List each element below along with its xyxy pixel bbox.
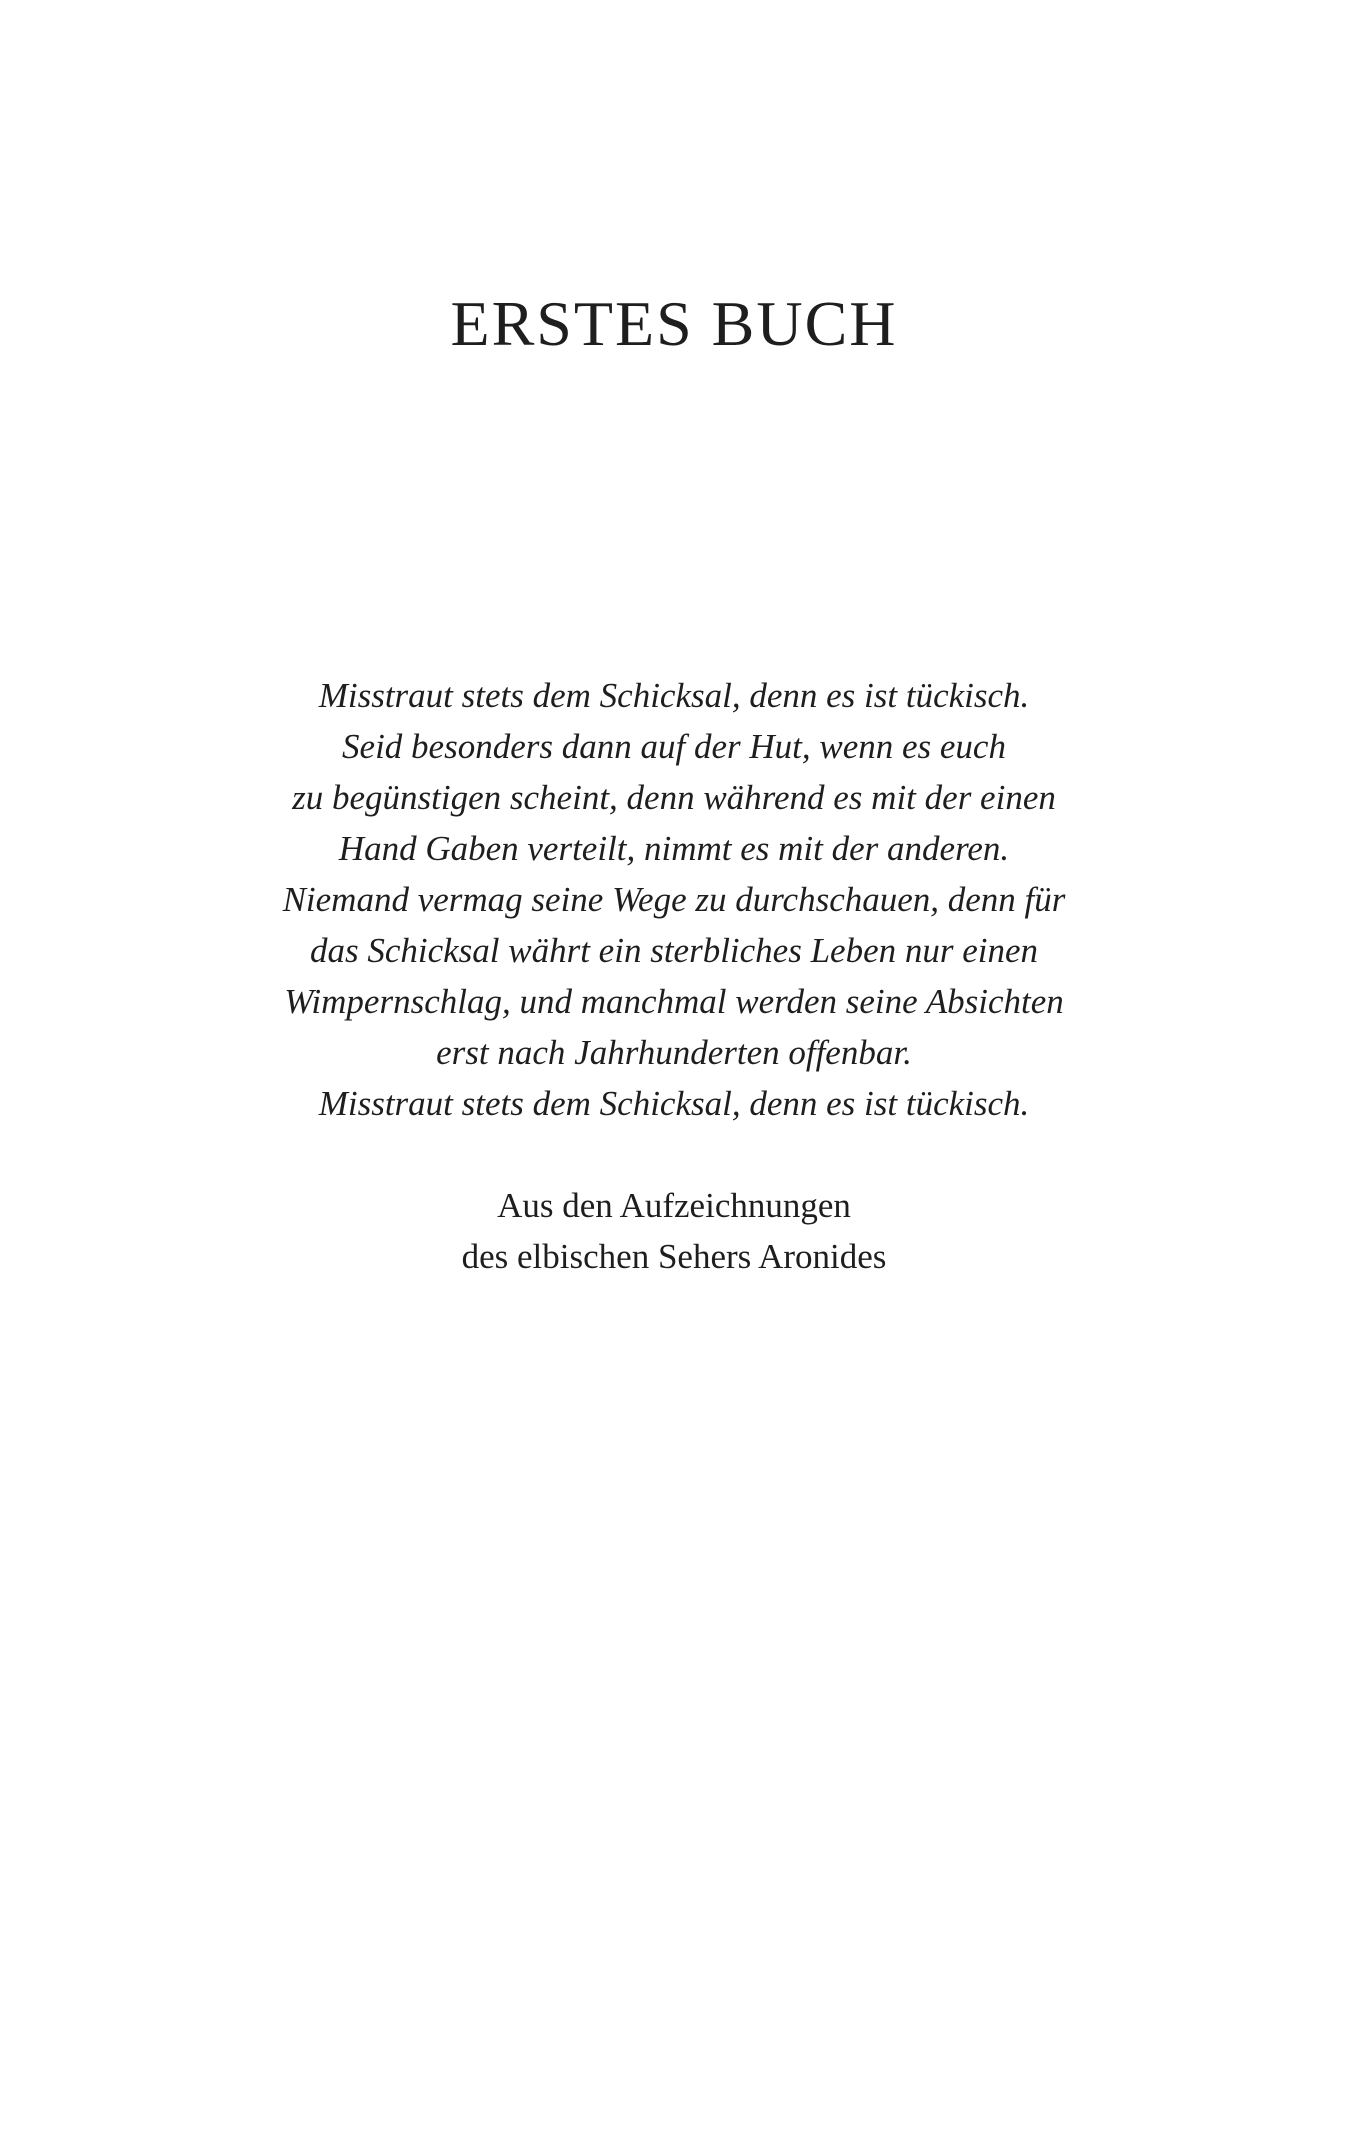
epigraph-line: das Schicksal währt ein sterbliches Leben nur einen [309, 931, 1039, 970]
epigraph-line: erst nach Jahrhunderten offenbar. [436, 1033, 912, 1072]
epigraph-line: Wimpernschlag, und manchmal werden seine Absichten [284, 982, 1064, 1021]
epigraph-line: Niemand vermag seine Wege zu durchschauen, denn für [282, 880, 1066, 919]
attribution-line: des elbischen Sehers Aronides [461, 1237, 887, 1276]
book-title: ERSTES BUCH [450, 288, 898, 359]
epigraph-line: zu begünstigen scheint, denn während es mit der einen [292, 778, 1056, 817]
epigraph-line: Misstraut stets dem Schicksal, denn es ist tückisch. [318, 1084, 1030, 1123]
attribution-line: Aus den Aufzeichnungen [497, 1186, 851, 1225]
epigraph-line: Misstraut stets dem Schicksal, denn es ist tückisch. [318, 676, 1030, 715]
epigraph-line: Seid besonders dann auf der Hut, wenn es euch [342, 727, 1006, 766]
epigraph-line: Hand Gaben verteilt, nimmt es mit der anderen. [338, 829, 1010, 868]
epigraph-attribution [0, 1180, 1348, 1282]
epigraph [0, 670, 1348, 1129]
